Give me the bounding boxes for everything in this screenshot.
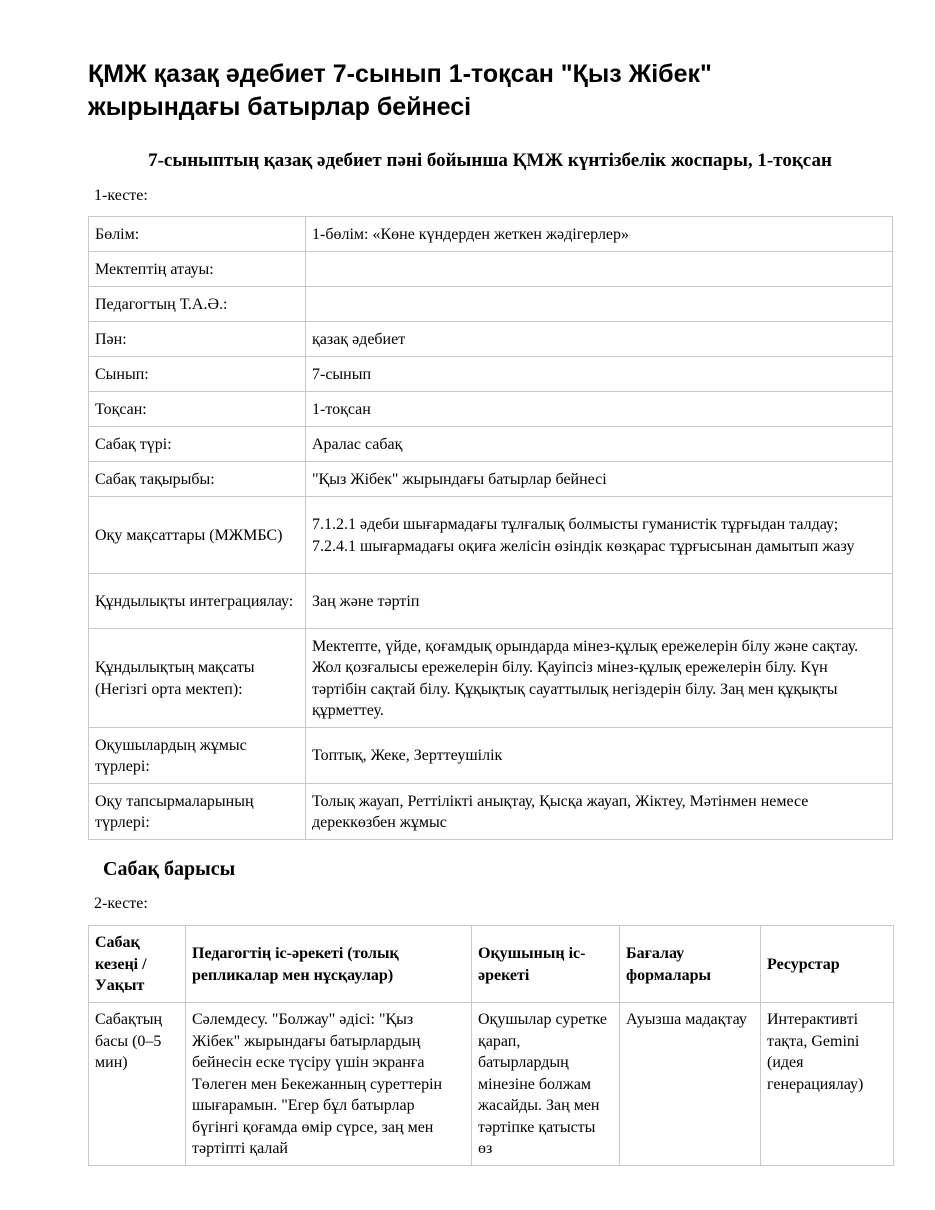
- row-value: қазақ әдебиет: [306, 322, 893, 357]
- cell-teacher: Сәлемдесу. "Болжау" әдісі: "Қыз Жібек" жырындағы батырлардың бейнесін еске түсіру үшін экранға Төлеген мен Бекежанның суреттерін шығарамын. "Егер бұл батырлар бүгінгі қоғамда өмір сүрсе, заң мен тәртіпті қалай: [186, 1003, 472, 1166]
- row-value: 7-сынып: [306, 357, 893, 392]
- table2-caption: 2-кесте:: [94, 895, 148, 912]
- document-title: ҚМЖ қазақ әдебиет 7-сынып 1-тоқсан "Қыз Жібек" жырындағы батырлар бейнесі: [88, 60, 712, 121]
- row-value: 1-тоқсан: [306, 392, 893, 427]
- document-subtitle: 7-сыныптың қазақ әдебиет пәні бойынша ҚМЖ күнтізбелік жоспары, 1-тоқсан: [148, 150, 832, 171]
- row-label: Құндылықтың мақсаты (Негізгі орта мектеп):: [89, 629, 306, 728]
- row-value: "Қыз Жібек" жырындағы батырлар бейнесі: [306, 462, 893, 497]
- table-row: [89, 1003, 894, 1166]
- row-value: 1-бөлім: «Көне күндерден жеткен жәдігерлер»: [306, 217, 893, 252]
- table-row: [89, 784, 893, 840]
- row-label: Бөлім:: [89, 217, 306, 252]
- table-row: [89, 252, 893, 287]
- table-header-row: [89, 926, 894, 1003]
- table-row: [89, 322, 893, 357]
- row-label: Құндылықты интеграциялау:: [89, 574, 306, 629]
- cell-resources: Интерактивті тақта, Gemini (идея генерациялау): [761, 1003, 894, 1166]
- cell-assessment: Ауызша мадақтау: [620, 1003, 761, 1166]
- cell-student: Оқушылар суретке қарап, батырлардың мінезіне болжам жасайды. Заң мен тәртіпке қатысты өз: [472, 1003, 620, 1166]
- row-label: Сабақ түрі:: [89, 427, 306, 462]
- row-label: Оқу тапсырмаларының түрлері:: [89, 784, 306, 840]
- table-row: [89, 287, 893, 322]
- row-label: Тоқсан:: [89, 392, 306, 427]
- column-header-teacher: Педагогтің іс-әрекеті (толық репликалар мен нұсқаулар): [186, 926, 472, 1003]
- row-label: Сынып:: [89, 357, 306, 392]
- column-header-student: Оқушының іс-әрекеті: [472, 926, 620, 1003]
- row-value: [306, 252, 893, 287]
- row-value: Толық жауап, Реттілікті анықтау, Қысқа жауап, Жіктеу, Мәтінмен немесе дереккөзбен жұмыс: [306, 784, 893, 840]
- row-value: [306, 287, 893, 322]
- table-row: [89, 462, 893, 497]
- row-label: Мектептің атауы:: [89, 252, 306, 287]
- row-value: Заң және тәртіп: [306, 574, 893, 629]
- cell-stage: Сабақтың басы (0–5 мин): [89, 1003, 186, 1166]
- column-header-stage: Сабақ кезеңі / Уақыт: [89, 926, 186, 1003]
- row-label: Оқу мақсаттары (МЖМБС): [89, 497, 306, 574]
- table-row: [89, 217, 893, 252]
- lesson-flow-table: [88, 925, 894, 1166]
- row-label: Пән:: [89, 322, 306, 357]
- table-row: [89, 574, 893, 629]
- table-row: [89, 629, 893, 728]
- table-row: [89, 728, 893, 784]
- row-value: Топтық, Жеке, Зерттеушілік: [306, 728, 893, 784]
- column-header-resources: Ресурстар: [761, 926, 894, 1003]
- row-value: 7.1.2.1 әдеби шығармадағы тұлғалық болмысты гуманистік тұрғыдан талдау; 7.2.4.1 шығармадағы оқиға желісін өзіндік көзқарас тұрғысынан дамытып жазу: [306, 497, 893, 574]
- table-row: [89, 357, 893, 392]
- row-value: Аралас сабақ: [306, 427, 893, 462]
- lesson-info-table: [88, 216, 893, 840]
- table-row: [89, 427, 893, 462]
- section-heading: Сабақ барысы: [103, 858, 236, 880]
- row-value: Мектепте, үйде, қоғамдық орындарда мінез-құлық ережелерін білу және сақтау. Жол қозғалысы ережелерін білу. Қауіпсіз мінез-құлық ережелерін білу. Күн тәртібін сақтай білу. Құқықтық сауаттылық негіздерін білу. Заң мен құқықты құрметтеу.: [306, 629, 893, 728]
- row-label: Сабақ тақырыбы:: [89, 462, 306, 497]
- table-row: [89, 392, 893, 427]
- row-label: Оқушылардың жұмыс түрлері:: [89, 728, 306, 784]
- table1-caption: 1-кесте:: [94, 187, 148, 204]
- column-header-assessment: Бағалау формалары: [620, 926, 761, 1003]
- table-row: [89, 497, 893, 574]
- row-label: Педагогтың Т.А.Ә.:: [89, 287, 306, 322]
